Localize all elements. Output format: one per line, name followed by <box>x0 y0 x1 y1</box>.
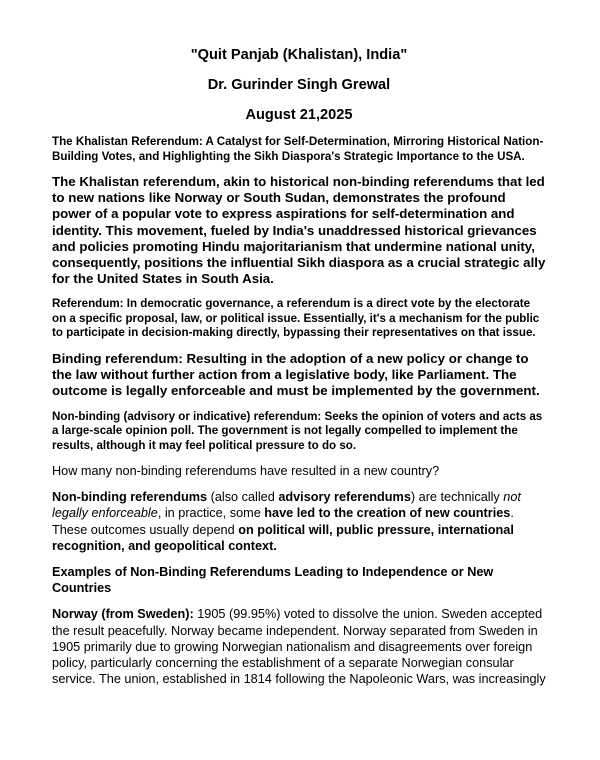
answer-text-2: ) are technically <box>410 490 504 505</box>
intro-paragraph <box>52 135 546 164</box>
intro-label: The Khalistan Referendum: <box>52 135 203 148</box>
referendum-label: Referendum: <box>52 297 124 311</box>
nonbinding-text: Seeks the opinion of voters and acts as a large-scale opinion poll. The government is not legally compelled to implement the results, although it may feel political pressure to do so. <box>52 409 543 452</box>
referendum-paragraph <box>52 297 546 341</box>
binding-paragraph: Binding referendum: Resulting in the adoption of a new policy or change to the law without further action from a legislative body, like Parliament. The outcome is legally enforceable and must be implemented by the government. <box>52 350 540 399</box>
answer-paragraph <box>52 489 546 554</box>
referendum-text: In democratic governance, a referendum is a direct vote by the electorate on a specific proposal, law, or political issue. Essentially, it's a mechanism for the public to participate in decision-making directly, bypassing their representatives on that issue. <box>52 297 540 340</box>
answer-emphasis: have led to the creation of new countries <box>264 506 511 521</box>
question-paragraph: How many non-binding referendums have resulted in a new country? <box>52 464 440 479</box>
answer-text-3: , in practice, some <box>157 506 265 521</box>
answer-italic: not legally enforceable <box>52 490 521 521</box>
document-title: "Quit Panjab (Khalistan), India" <box>190 47 408 63</box>
norway-label: Norway (from Sweden): <box>52 607 194 622</box>
examples-heading: Examples of Non-Binding Referendums Leading to Independence or New Countries <box>52 565 494 596</box>
document-date: August 21,2025 <box>245 107 353 123</box>
lead-paragraph: The Khalistan referendum, akin to historical non-binding referendums that led to new nations like Norway or South Sudan, demonstrates the profound power of a popular vote to express aspirations for self-determination and identity. This movement, fueled by India's unaddressed historical grievances and policies promoting Hindu majoritarianism that undermine national unity, consequently, positions the influential Sikh diaspora as a crucial strategic ally for the United States in South Asia. <box>52 174 546 287</box>
author-name: Dr. Gurinder Singh Grewal <box>207 77 391 93</box>
nonbinding-label: Non-binding (advisory or indicative) referendum: <box>52 409 322 423</box>
norway-paragraph <box>52 606 546 687</box>
norway-text: 1905 (99.95%) voted to dissolve the union. Sweden accepted the result peacefully. Norway became independent. Norway separated from Sweden in 1905 primarily due to growing Norwegian nationalism and disagreements over foreign policy, particularly concerning the establishment of a separate Norwegian consular service. The union, established in 1814 following the Napoleonic Wars, was increasingly <box>52 607 546 687</box>
answer-text-1: (also called <box>207 490 279 505</box>
answer-emphasis-2: on political will, public pressure, international recognition, and geopolitical context. <box>52 522 514 553</box>
answer-text-4: . These outcomes usually depend <box>52 506 514 537</box>
answer-term: Non-binding referendums <box>52 490 208 505</box>
answer-term-2: advisory referendums <box>278 490 411 505</box>
nonbinding-paragraph <box>52 410 546 454</box>
intro-text: A Catalyst for Self-Determination, Mirroring Historical Nation-Building Votes, and Highlighting the Sikh Diaspora's Strategic Importance to the USA. <box>52 135 544 163</box>
